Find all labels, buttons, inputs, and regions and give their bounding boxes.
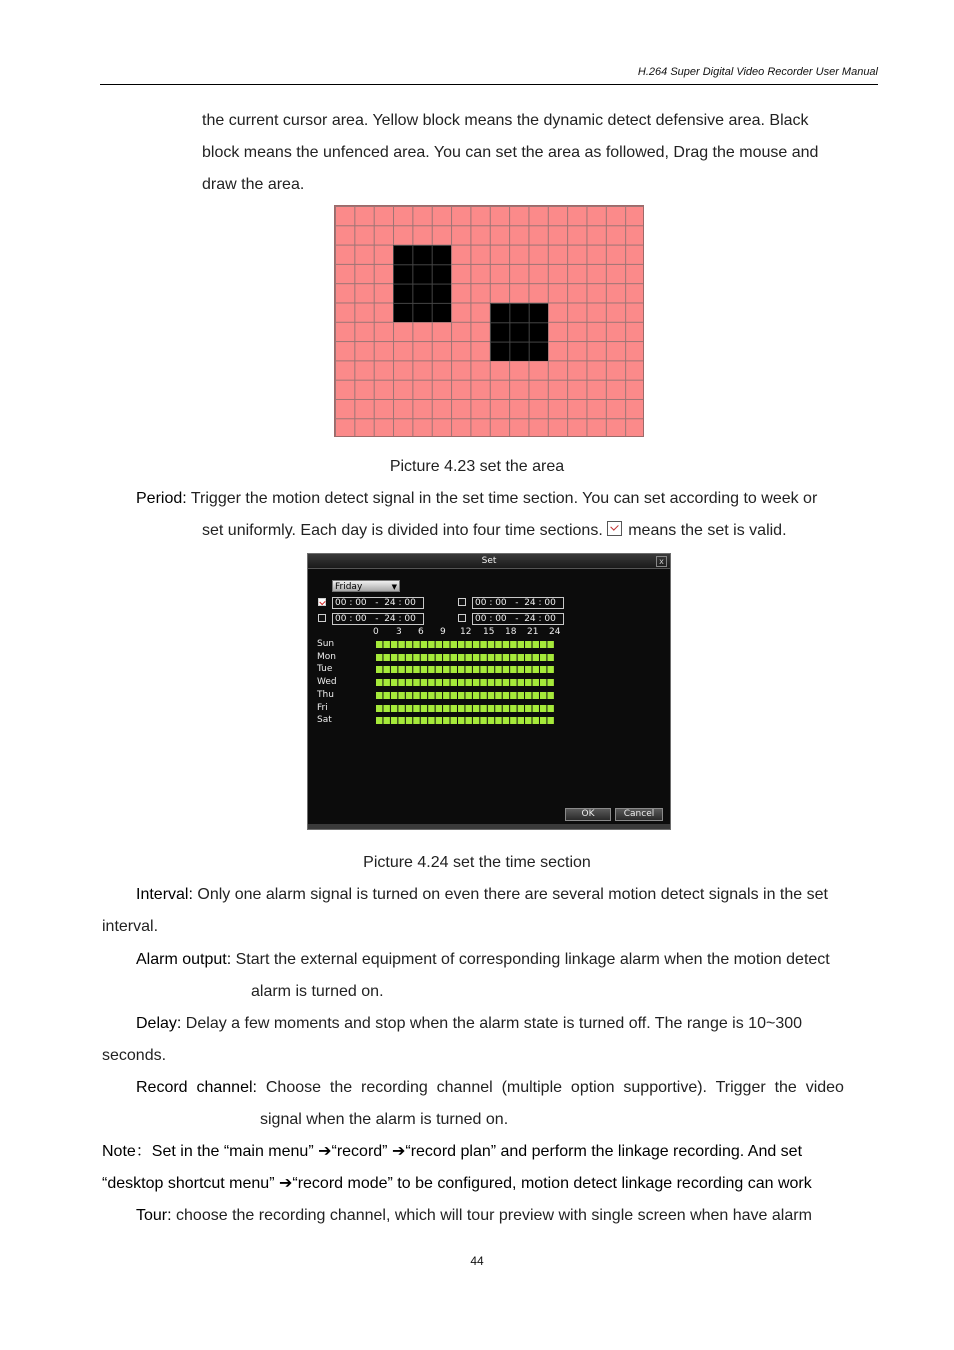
schedule-bar-wed[interactable] (375, 679, 554, 686)
record-channel-term: Record channel: (136, 1079, 257, 1096)
period-1-field[interactable]: 00 : 00 - 24 : 00 (332, 597, 424, 609)
dialog-footer (308, 824, 670, 829)
period-line-2 (202, 515, 876, 547)
hour-label: 21 (527, 627, 539, 637)
day-dropdown[interactable] (332, 580, 400, 592)
period-3-field[interactable]: 00 : 00 - 24 : 00 (332, 613, 424, 625)
record-channel-line-2: signal when the alarm is turned on. (260, 1111, 509, 1128)
period-text-2b: means the set is valid. (623, 522, 787, 539)
schedule-bar-mon[interactable] (375, 654, 554, 661)
dialog-titlebar (308, 554, 670, 569)
period-1-checkbox[interactable] (318, 598, 326, 606)
motion-area-grid[interactable] (334, 205, 644, 437)
chevron-down-icon: ▼ (391, 583, 397, 591)
intro-line-2: block means the unfenced area. You can set the area as followed, Drag the mouse and (202, 144, 819, 161)
intro-line-1: the current cursor area. Yellow block means the dynamic detect defensive area. Black (202, 112, 809, 129)
schedule-bar-sat[interactable] (375, 717, 554, 724)
day-label-sat: Sat (317, 715, 332, 725)
schedule-bar-thu[interactable] (375, 692, 554, 699)
delay-term: Delay: (136, 1015, 182, 1032)
day-label-wed: Wed (317, 677, 337, 687)
hour-label: 9 (440, 627, 446, 637)
header-title: H.264 Super Digital Video Recorder User Manual (637, 66, 878, 78)
dialog-title: Set (481, 556, 497, 566)
schedule-bar-fri[interactable] (375, 705, 554, 712)
hour-label: 18 (505, 627, 517, 637)
period-2-checkbox[interactable] (458, 598, 466, 606)
cancel-button[interactable]: Cancel (615, 808, 663, 821)
alarm-output-line-1 (136, 944, 876, 976)
schedule-bar-sun[interactable] (375, 641, 554, 648)
unfenced-block-2 (490, 303, 548, 361)
hour-label: 15 (483, 627, 495, 637)
note-line-1: Note：Set in the “main menu” ➔“record” ➔“record plan” and perform the linkage recording. And set (102, 1143, 803, 1160)
hour-label: 24 (549, 627, 561, 637)
alarm-output-line-2: alarm is turned on. (251, 983, 384, 1000)
ok-button[interactable]: OK (565, 808, 611, 821)
period-term: Period: (136, 490, 187, 507)
period-3-checkbox[interactable] (318, 614, 326, 622)
valid-check-icon (607, 521, 622, 536)
page-number: 44 (470, 1254, 484, 1268)
record-channel-text-1: Choose the recording channel (multiple option supportive). Trigger the video (256, 1079, 844, 1096)
delay-line-2: seconds. (102, 1047, 167, 1064)
intro-line-3: draw the area. (202, 176, 305, 193)
day-label-thu: Thu (317, 690, 334, 700)
record-channel-line-1 (136, 1072, 876, 1104)
interval-line-1 (136, 879, 876, 911)
schedule-bar-tue[interactable] (375, 666, 554, 673)
period-text-1: Trigger the motion detect signal in the set time section. You can set according to week or (186, 490, 818, 507)
caption-area: Picture 4.23 set the area (389, 458, 565, 475)
caption-time-section: Picture 4.24 set the time section (363, 854, 591, 871)
day-label-tue: Tue (317, 664, 333, 674)
hour-label: 3 (396, 627, 402, 637)
hour-label: 0 (373, 627, 379, 637)
header-rule (100, 84, 878, 85)
hour-label: 6 (418, 627, 424, 637)
delay-text-1: Delay a few moments and stop when the alarm state is turned off. The range is 10~300 (181, 1015, 803, 1032)
day-label-mon: Mon (317, 652, 336, 662)
tour-line-1 (136, 1200, 876, 1232)
interval-text-1: Only one alarm signal is turned on even there are several motion detect signals in the set (192, 886, 828, 903)
day-dropdown-value: Friday (335, 582, 363, 592)
unfenced-block-1 (393, 245, 451, 322)
period-4-checkbox[interactable] (458, 614, 466, 622)
tour-term: Tour: (136, 1207, 172, 1224)
period-line-1 (136, 483, 876, 515)
period-2-field[interactable]: 00 : 00 - 24 : 00 (472, 597, 564, 609)
tour-text-1: choose the recording channel, which will tour preview with single screen when have alarm (171, 1207, 812, 1224)
note-line-2: “desktop shortcut menu” ➔“record mode” to be configured, motion detect linkage recording can work (102, 1175, 812, 1192)
close-icon[interactable]: x (656, 556, 667, 567)
day-label-sun: Sun (317, 639, 335, 649)
period-4-field[interactable]: 00 : 00 - 24 : 00 (472, 613, 564, 625)
period-text-2a: set uniformly. Each day is divided into four time sections. (202, 522, 603, 539)
interval-line-2: interval. (102, 918, 159, 935)
delay-line-1 (136, 1008, 876, 1040)
alarm-output-term: Alarm output: (136, 951, 232, 968)
alarm-output-text-1: Start the external equipment of corresponding linkage alarm when the motion detect (231, 951, 830, 968)
time-section-dialog (307, 553, 671, 830)
interval-term: Interval: (136, 886, 193, 903)
day-label-fri: Fri (317, 703, 328, 713)
hour-label: 12 (460, 627, 472, 637)
